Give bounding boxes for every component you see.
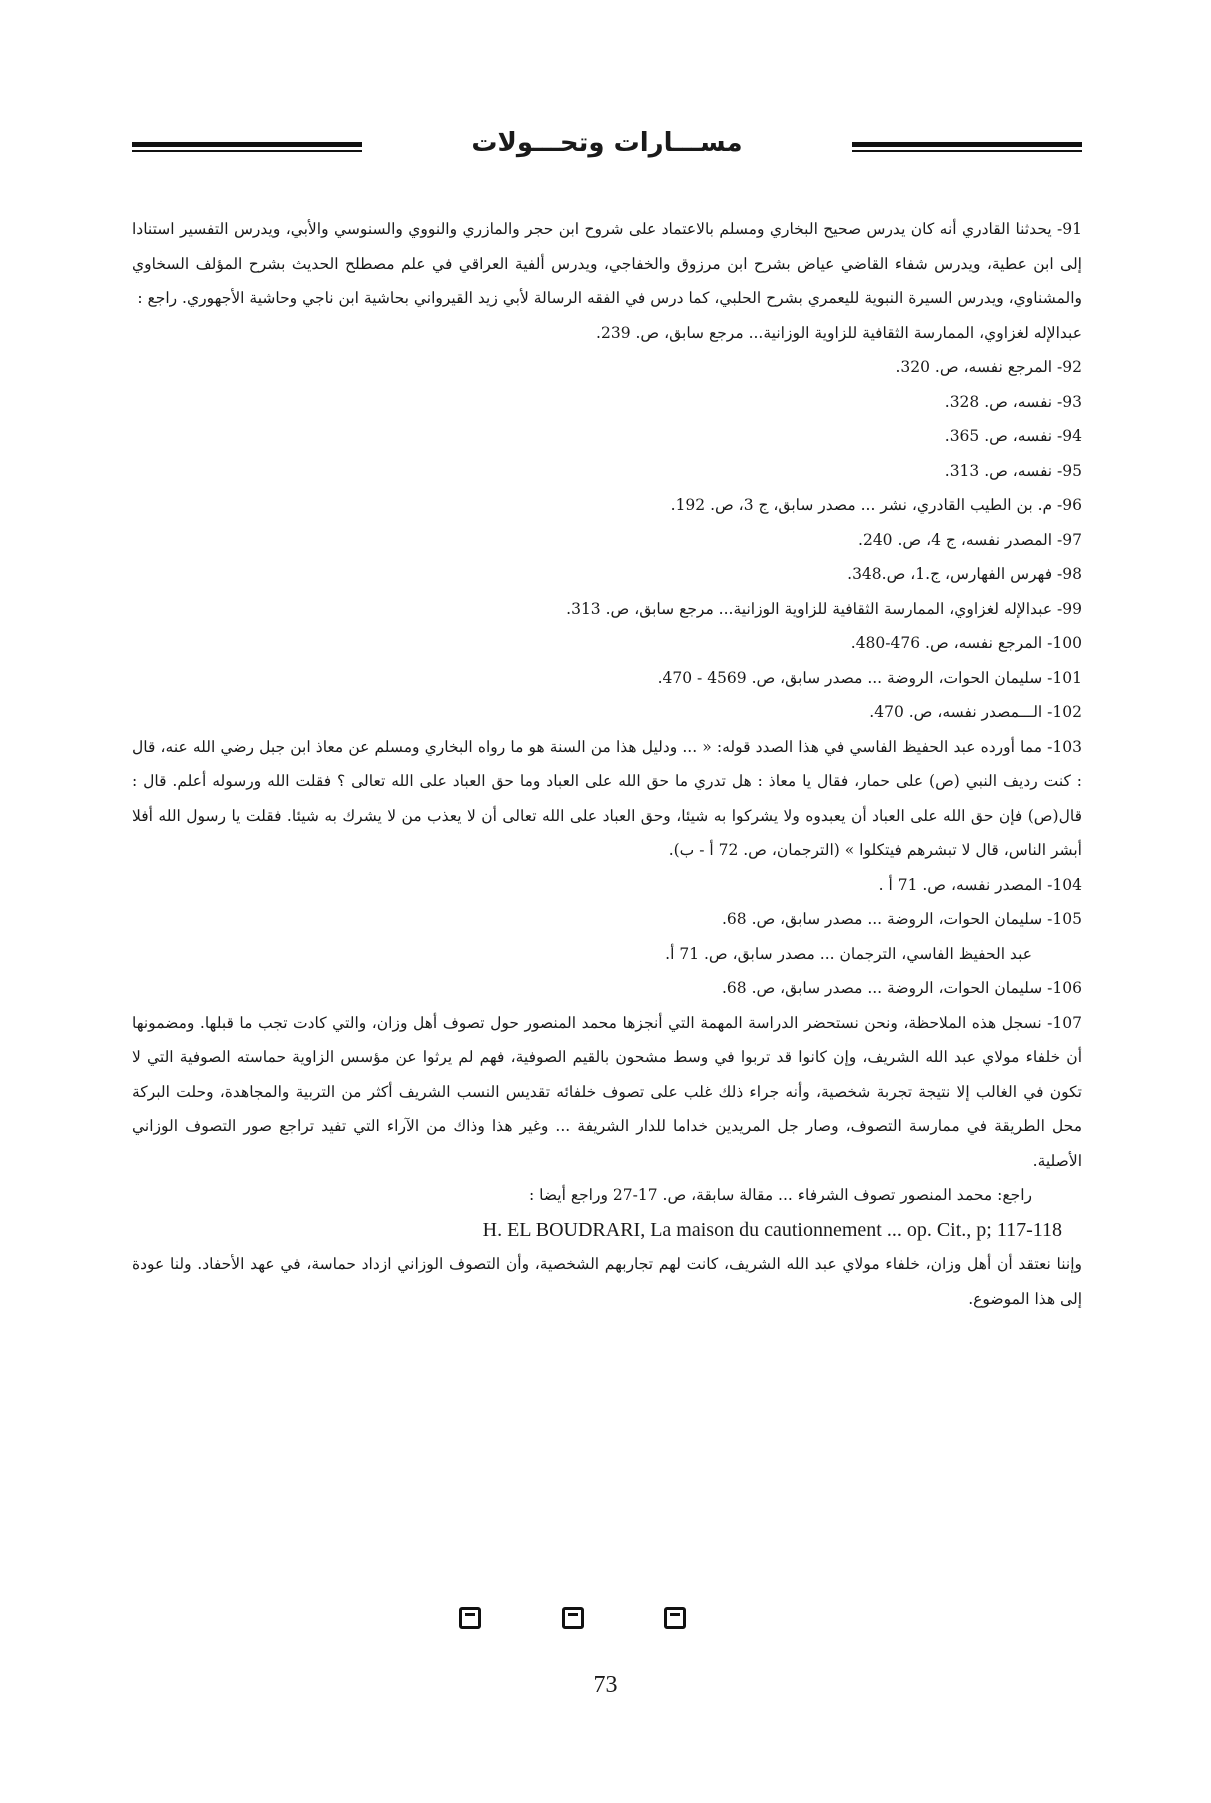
- header-title: مســـارات وتحـــولات: [471, 128, 743, 158]
- footnote-97: 97- المصدر نفسه، ج 4، ص. 240.: [858, 530, 1082, 549]
- footnote-91: 91- يحدثنا القادري أنه كان يدرس صحيح البخاري ومسلم بالاعتماد على شروح ابن حجر والمازري والنووي والسنوسي والأبي، ويدرس التفسير استنادا إلى ابن عطية، ويدرس شفاء القاضي عياض بشرح ابن مرزوق والخفاجي، ويدرس ألفية العراقي في علم مصطلح الحديث بشرح المؤلف السخاوي والمشناوي، ويدرس السيرة النبوية لليعمري بشرح الحلبي، كما درس في الفقه الرسالة لأبي زيد القيرواني بحاشية ابن ناجي وحاشية الأجهوري. راجع :: [132, 220, 1082, 307]
- footnote-105-reference: عبد الحفيظ الفاسي، الترجمان ... مصدر سابق، ص. 71 أ.: [665, 944, 1032, 963]
- box-icon: [664, 1607, 686, 1629]
- footnote-104: 104- المصدر نفسه، ص. 71 أ .: [878, 875, 1082, 894]
- footnote-107: 107- نسجل هذه الملاحظة، ونحن نستحضر الدراسة المهمة التي أنجزها محمد المنصور حول تصوف أهل وزان، والتي كادت تجب ما قبلها. ومضمونها أن خلفاء مولاي عبد الله الشريف، وإن كانوا قد تربوا في وسط مشحون بالقيم الصوفية، فهم لم يرثوا عن مؤسس الزاوية حماسته الصوفية التي لا تكون في الغالب إلا نتيجة تجربة شخصية، وأنه جراء ذلك غلب على تصوف خلفائه تقديس النسب الشريف أكثر من التربية والمجاهدة، وحلت البركة محل الطريقة في ممارسة التصوف، وصار جل المريدين خداما للدار الشريفة ... وغير هذا وذاك من الآراء التي تفيد تراجع صور التصوف الوزاني الأصلية.: [132, 1013, 1082, 1170]
- box-icon: [459, 1607, 481, 1629]
- section-end-ornament: [0, 1607, 1211, 1637]
- footnote-98: 98- فهرس الفهارس، ج.1، ص.348.: [847, 565, 1082, 583]
- page-number: 73: [593, 1672, 618, 1698]
- footnote-107-reference: راجع: محمد المنصور تصوف الشرفاء ... مقالة سابقة، ص. 17-27 وراجع أيضا :: [528, 1186, 1032, 1204]
- footnotes: [132, 212, 1082, 1316]
- footnote-99: 99- عبدالإله لغزاوي، الممارسة الثقافية للزاوية الوزانية... مرجع سابق، ص. 313.: [566, 599, 1082, 618]
- footnote-101: 101- سليمان الحوات، الروضة ... مصدر سابق، ص. 4569 - 470.: [657, 668, 1082, 687]
- footnote-102: 102- الـــمصدر نفسه، ص. 470.: [869, 703, 1082, 721]
- footnote-107-latin-reference: H. EL BOUDRARI, La maison du cautionnement ... op. Cit., p; 117-118: [482, 1218, 1062, 1241]
- footnote-103: 103- مما أورده عبد الحفيظ الفاسي في هذا الصدد قوله: « ... ودليل هذا من السنة هو ما رواه البخاري ومسلم عن معاذ ابن جبل رضي الله عنه، قال : كنت رديف النبي (ص) على حمار، فقال يا معاذ : هل تدري ما حق الله على العباد وما حق العباد على الله تعالى ؟ فقلت الله ورسوله أعلم. قال : قال(ص) فإن حق الله على العباد أن يعبدوه ولا يشركوا به شيئا، وحق العباد على الله تعالى أن لا يعذب من لا يشرك به شيئا. فقلت يا رسول الله أفلا أبشر الناس، قال لا تبشرهم فيتكلوا » (الترجمان، ص. 72 أ - ب).: [132, 737, 1082, 859]
- footnote-96: 96- م. بن الطيب القادري، نشر ... مصدر سابق، ج 3، ص. 192.: [670, 496, 1082, 514]
- header-rule-right: [852, 142, 1082, 152]
- footnote-95: 95- نفسه، ص. 313.: [944, 461, 1082, 480]
- footnote-100: 100- المرجع نفسه، ص. 476-480.: [850, 634, 1082, 652]
- footnote-93: 93- نفسه، ص. 328.: [944, 392, 1082, 411]
- header-rule-left: [132, 142, 362, 152]
- footnote-91-reference: عبدالإله لغزاوي، الممارسة الثقافية للزاوية الوزانية... مرجع سابق، ص. 239.: [596, 323, 1082, 342]
- footnote-92: 92- المرجع نفسه، ص. 320.: [895, 358, 1082, 376]
- footnote-105: 105- سليمان الحوات، الروضة ... مصدر سابق، ص. 68.: [721, 910, 1082, 928]
- footnote-94: 94- نفسه، ص. 365.: [944, 427, 1082, 445]
- footnote-106: 106- سليمان الحوات، الروضة ... مصدر سابق، ص. 68.: [721, 979, 1082, 997]
- box-icon: [562, 1607, 584, 1629]
- running-header: [132, 128, 1082, 168]
- footnote-107-conclusion: وإننا نعتقد أن أهل وزان، خلفاء مولاي عبد الله الشريف، كانت لهم تجاربهم الشخصية، وأن التصوف الوزاني ازداد حماسة، في عهد الأحفاد. ولنا عودة إلى هذا الموضوع.: [132, 1255, 1082, 1308]
